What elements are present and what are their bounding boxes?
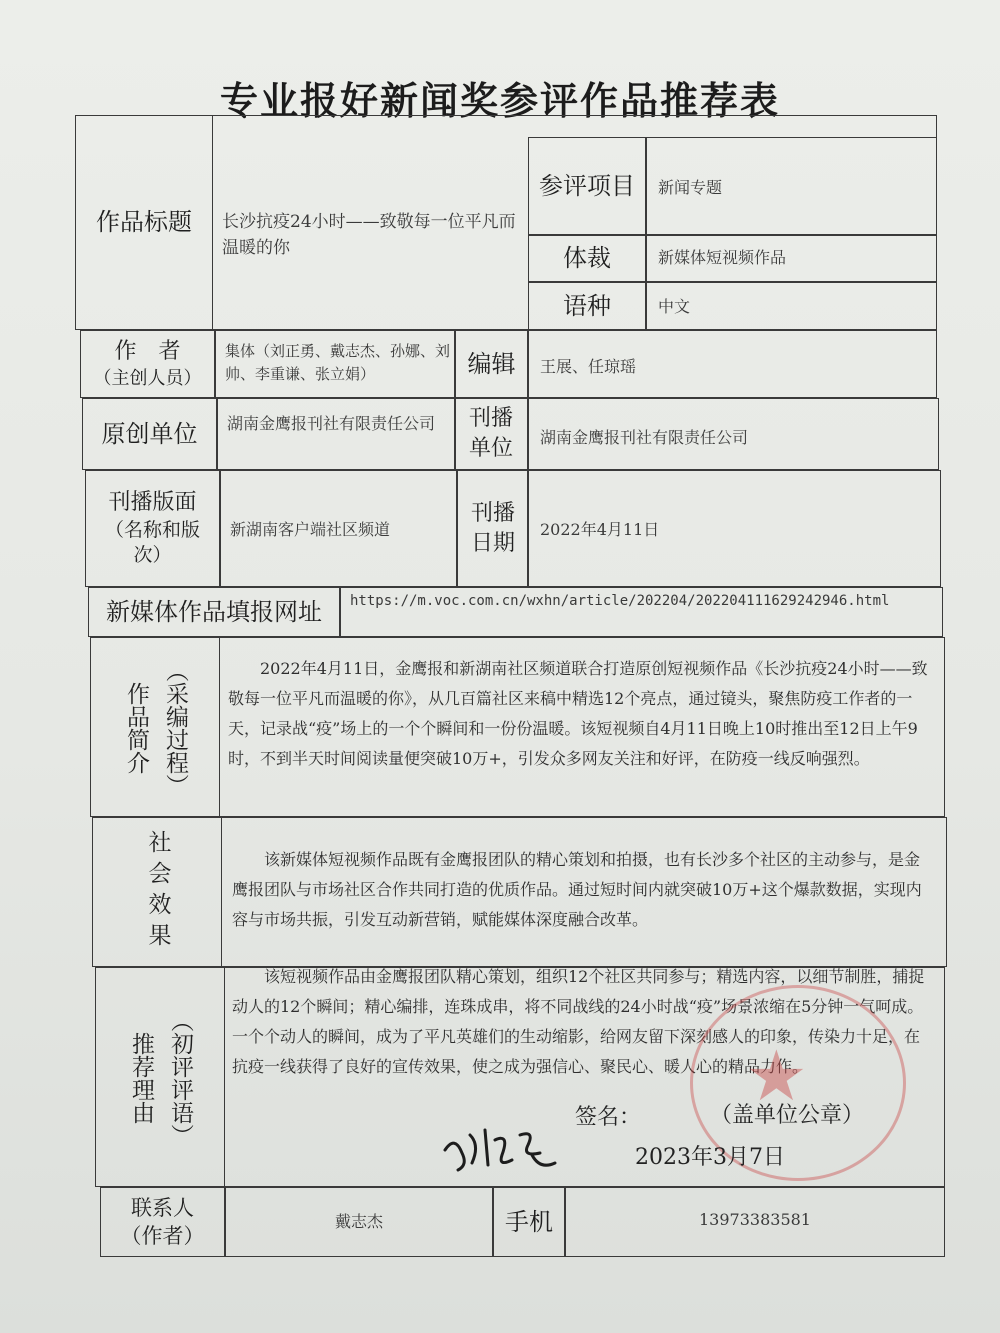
effect-label: 社会效果 — [144, 830, 171, 954]
sign-label: 签名： — [575, 1105, 642, 1130]
review-label-main: 推荐理由 — [128, 1031, 154, 1124]
intro-label-main: 作品简介 — [123, 681, 149, 774]
publisher-label: 刊播单位 — [468, 406, 513, 461]
publisher-value: 湖南金鹰报刊社有限责任公司 — [540, 428, 749, 447]
seal-label: （盖单位公章） — [710, 1103, 865, 1128]
url-label: 新媒体作品填报网址 — [106, 597, 322, 626]
intro-text: 2022年4月11日，金鹰报和新湖南社区频道联合打造原创短视频作品《长沙抗疫24小时——致敬每一位平凡而温暖的你》，从几百篇社区来稿中精选12个亮点，通过镜头，聚焦防疫工作者的一天，记录战“疫”场上的一个个瞬间和一份份温暖。该短视频自4月11日晚上10时推出至12日上午9时，不到半天时间阅读量便突破10万+，引发众多网友关注和好评，在防疫一线反响强烈。 — [228, 659, 928, 768]
origin-value: 湖南金鹰报刊社有限责任公司 — [227, 414, 436, 433]
editor-value: 王展、任琼瑶 — [540, 357, 637, 376]
edition-value: 新湖南客户端社区频道 — [230, 520, 391, 539]
work-title-value: 长沙抗疫24小时——致敬每一位平凡而温暖的你 — [222, 212, 516, 258]
handwritten-signature — [440, 1115, 570, 1175]
phone-label: 手机 — [505, 1207, 553, 1236]
sign-date: 2023年3月7日 — [635, 1145, 785, 1170]
review-text: 该短视频作品由金鹰报团队精心策划，组织12个社区共同参与；精选内容，以细节制胜，捕捉动人的12个瞬间；精心编排，连珠成串，将不同战线的24小时战“疫”场景浓缩在5分钟一气呵成。一个个动人的瞬间，成为了平凡英雄们的生动缩影，给网友留下深刻感人的印象，传染力十足，在抗疫一线获得了良好的宣传效果，使之成为强信心、聚民心、暖人心的精品力作。 — [232, 967, 925, 1076]
editor-label: 编辑 — [467, 349, 516, 378]
date-label: 刊播日期 — [470, 500, 515, 556]
origin-label: 原创单位 — [101, 419, 198, 448]
contact-label — [100, 1187, 225, 1257]
contact-label-sub: （作者） — [120, 1224, 205, 1248]
date-value: 2022年4月11日 — [540, 520, 660, 539]
genre-value: 新媒体短视频作品 — [658, 248, 787, 267]
language-value: 中文 — [658, 297, 691, 316]
author-label-main: 作 者 — [114, 339, 181, 364]
author-label-sub: （主创人员） — [93, 367, 202, 389]
url-value: https://m.voc.com.cn/wxhn/article/202204/20220411162924294​6.html — [350, 593, 890, 609]
phone-value: 13973383581 — [699, 1210, 811, 1229]
contact-value: 戴志杰 — [334, 1212, 383, 1231]
language-label: 语种 — [563, 291, 611, 320]
category-value: 新闻专题 — [658, 178, 723, 197]
contact-label-main: 联系人 — [131, 1195, 194, 1220]
form-title: 专业报好新闻奖参评作品推荐表 — [219, 79, 780, 123]
review-label — [95, 970, 225, 1185]
author-label — [80, 330, 215, 398]
edition-label-sub: （名称和版次） — [104, 518, 200, 567]
title-label: 作品标题 — [96, 208, 192, 237]
edition-label-main: 刊播版面 — [108, 490, 197, 516]
intro-label-sub: （采编过程） — [162, 658, 189, 797]
category-label: 参评项目 — [539, 171, 635, 200]
effect-text: 该新媒体短视频作品既有金鹰报团队的精心策划和拍摄，也有长沙多个社区的主动参与，是金鹰报团队与市场社区合作共同打造的优质作品。通过短时间内就突破10万+这个爆款数据，实现内容与市场共振，引发互动新营销，赋能媒体深度融合改革。 — [232, 850, 922, 929]
intro-label — [90, 640, 220, 815]
seal-star-icon: ★ — [745, 1035, 808, 1117]
genre-label: 体裁 — [563, 244, 611, 273]
review-label-sub: （初评评语） — [167, 1008, 194, 1147]
author-value: 集体（刘正勇、戴志杰、孙娜、刘帅、李重谦、张立娟） — [225, 342, 451, 383]
edition-label — [85, 470, 220, 587]
